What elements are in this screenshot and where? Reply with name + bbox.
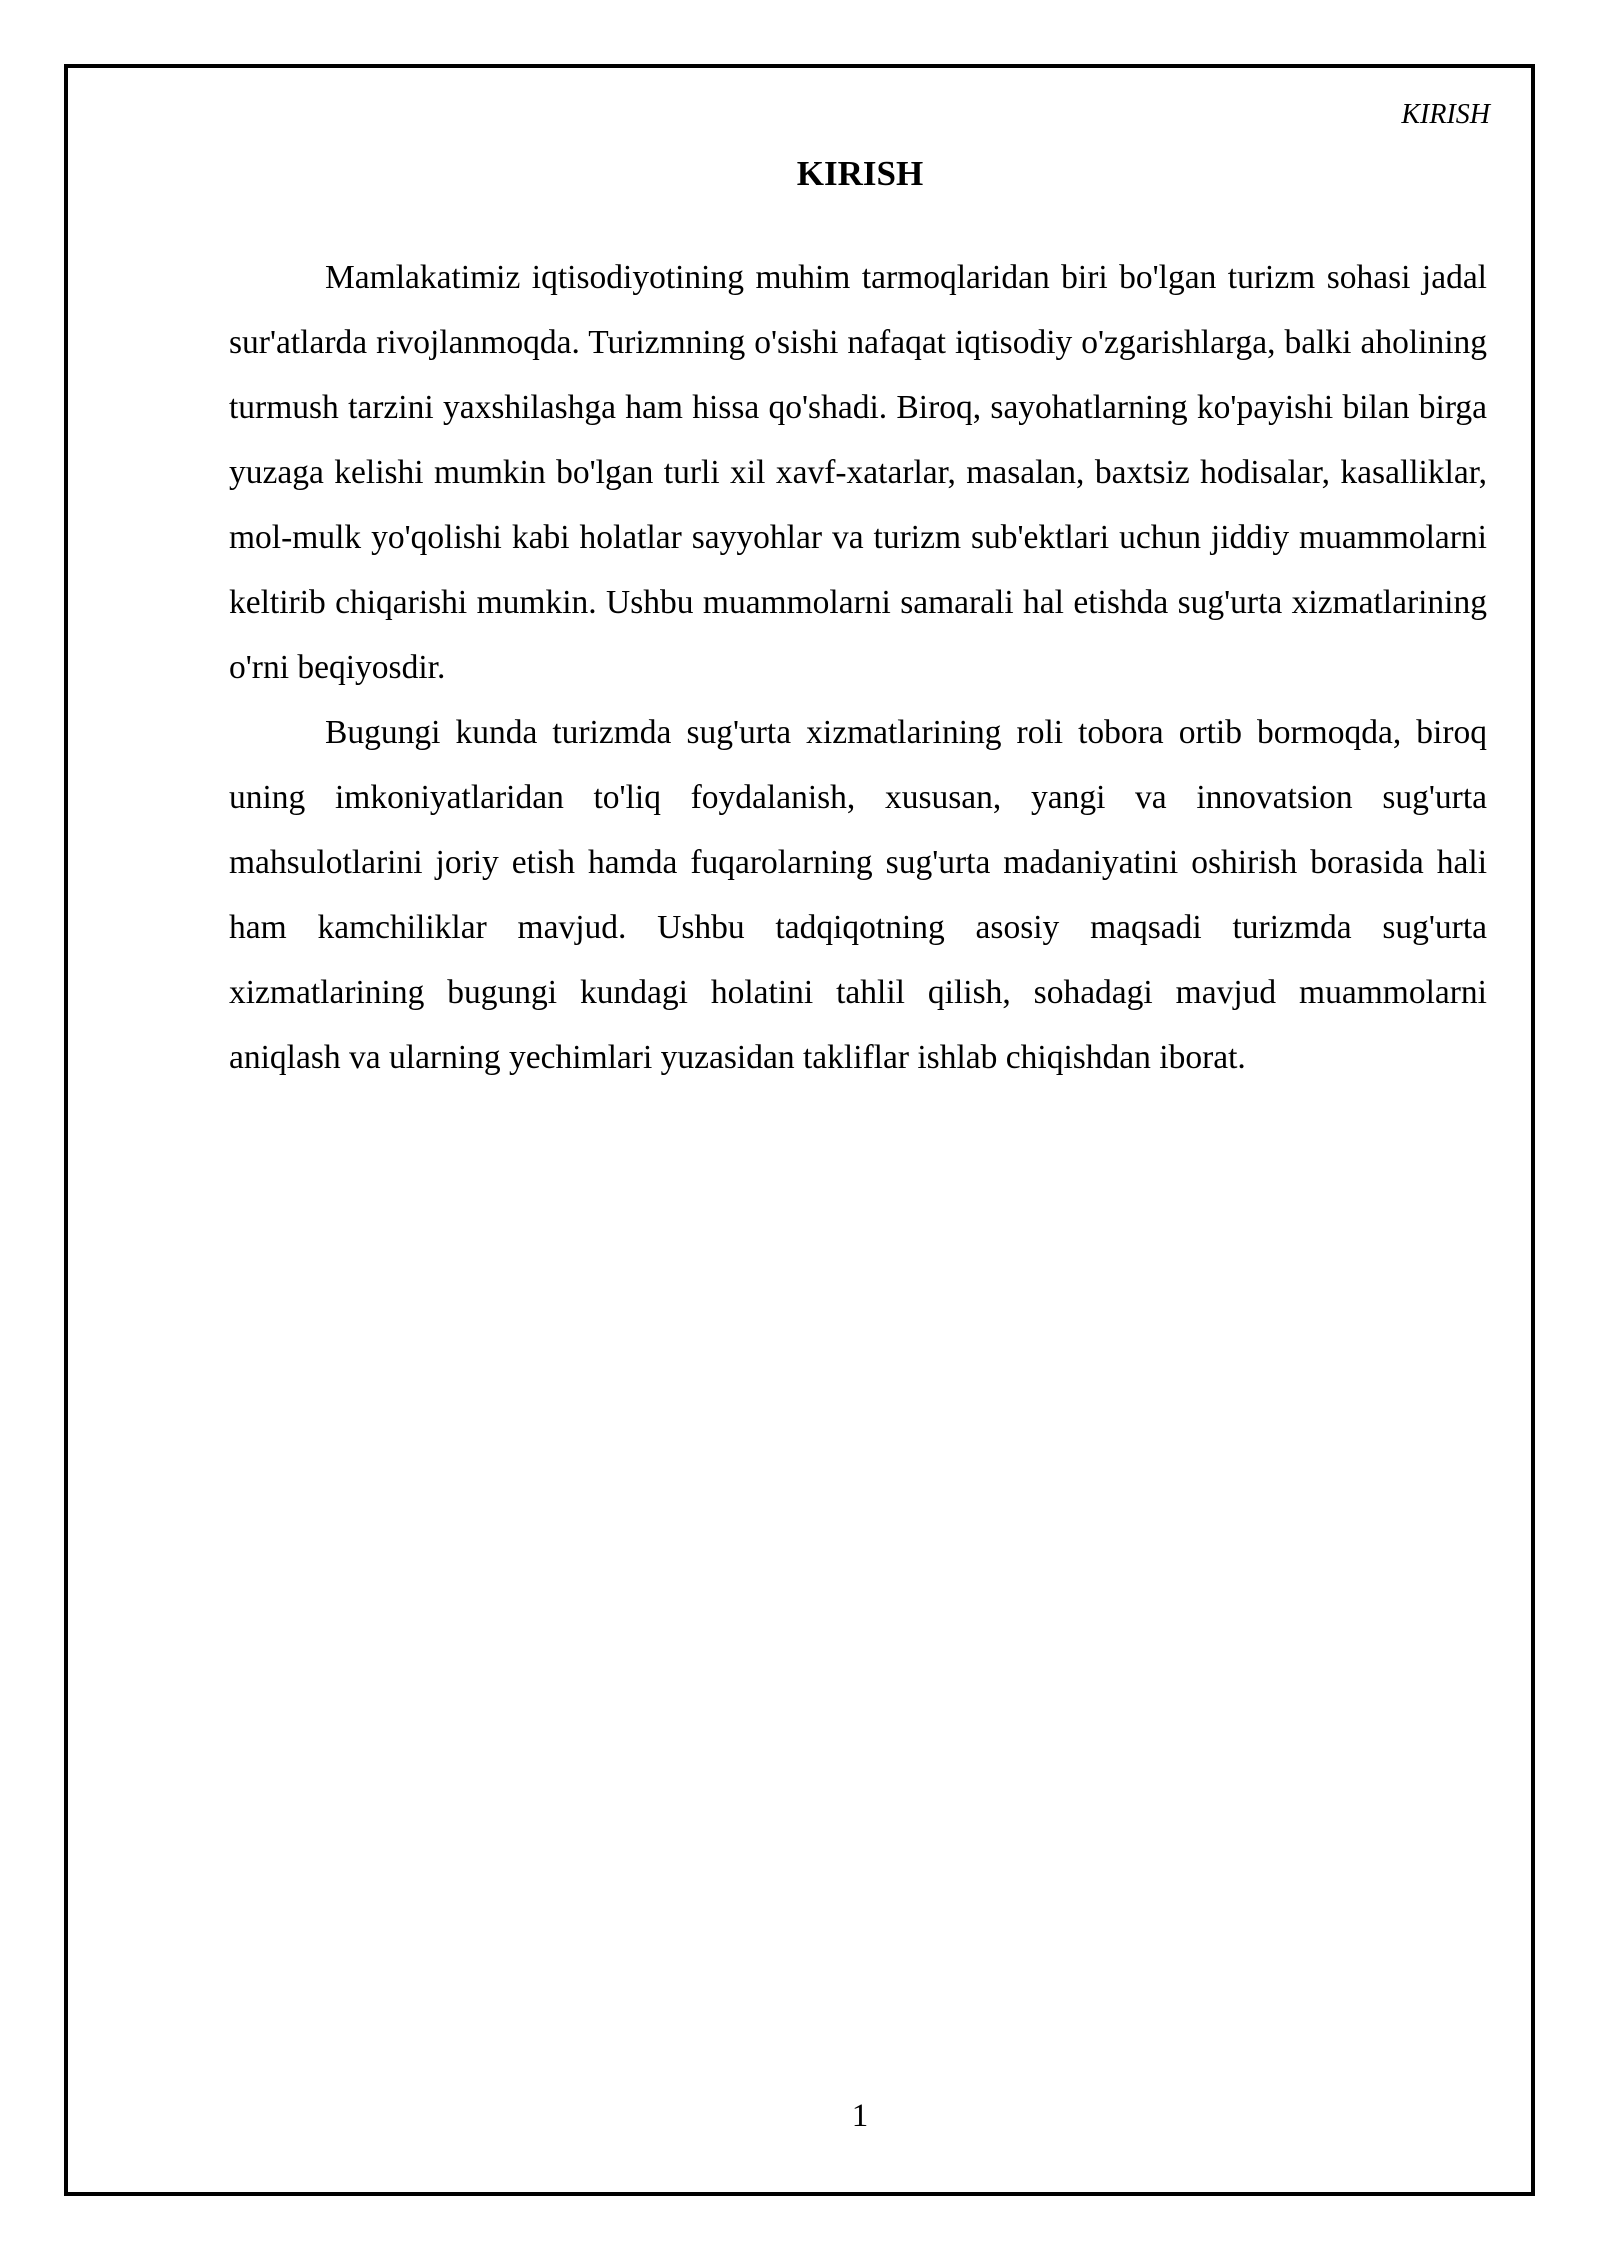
paragraph-2: Bugungi kunda turizmda sug'urta xizmatlarining roli tobora ortib bormoqda, biroq uning imkoniyatlaridan to'liq foydalanish, xususan, yangi va innovatsion sug'urta mahsulotlarini joriy etish hamda fuqarolarning sug'urta madaniyatini oshirish borasida hali ham kamchiliklar mavjud. Ushbu tadqiqotning asosiy maqsadi turizmda sug'urta xizmatlarining bugungi kundagi holatini tahlil qilish, sohadagi mavjud muammolarni aniqlash va ularning yechimlari yuzasidan takliflar ishlab chiqishdan iborat. (229, 714, 1487, 1076)
paragraph-1: Mamlakatimiz iqtisodiyotining muhim tarmoqlaridan biri bo'lgan turizm sohasi jadal sur'atlarda rivojlanmoqda. Turizmning o'sishi nafaqat iqtisodiy o'zgarishlarga, balki aholining turmush tarzini yaxshilashga ham hissa qo'shadi. Biroq, sayohatlarning ko'payishi bilan birga yuzaga kelishi mumkin bo'lgan turli xil xavf-xatarlar, masalan, baxtsiz hodisalar, kasalliklar, mol-mulk yo'qolishi kabi holatlar sayyohlar va turizm sub'ektlari uchun jiddiy muammolarni keltirib chiqarishi mumkin. Ushbu muammolarni samarali hal etishda sug'urta xizmatlarining o'rni beqiyosdir. (229, 259, 1487, 686)
page-number: 1 (851, 2098, 869, 2134)
body-text (229, 245, 1487, 1090)
running-header: KIRISH (1401, 99, 1490, 130)
page-title: KIRISH (796, 154, 924, 193)
